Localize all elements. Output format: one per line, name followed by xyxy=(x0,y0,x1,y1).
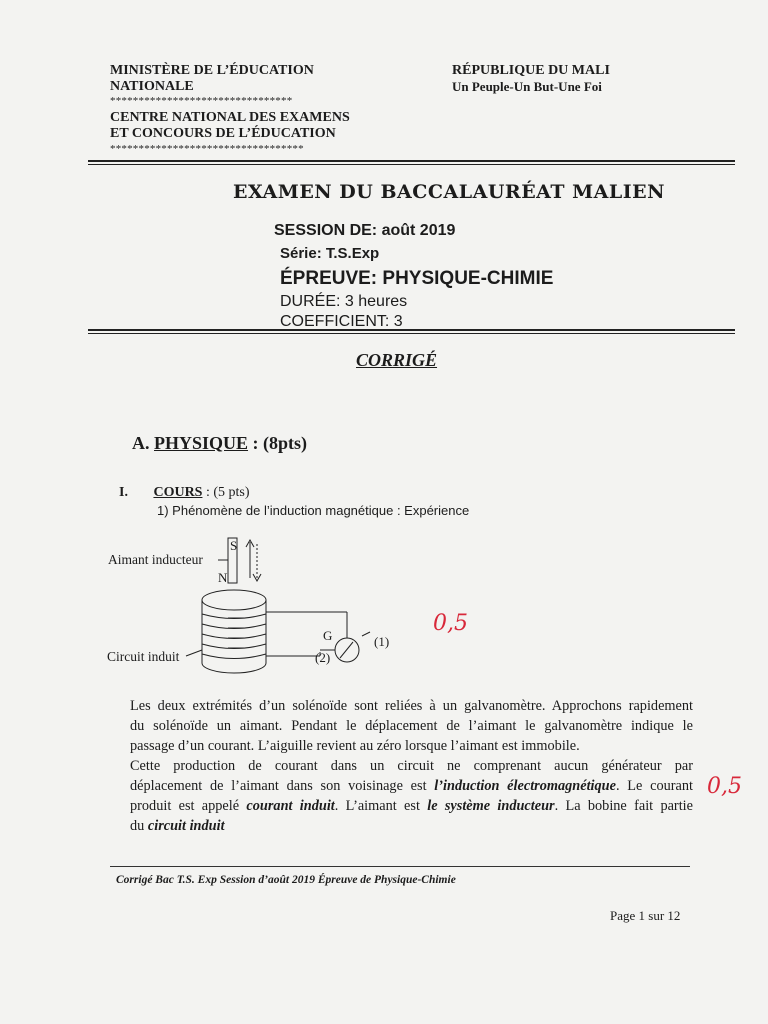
footer-title: Corrigé Bac T.S. Exp Session d’août 2019 Épreuve de Physique-Chimie xyxy=(116,874,456,886)
header-rule xyxy=(88,160,735,165)
exam-session: SESSION DE: août 2019 xyxy=(274,222,456,239)
label-aimant-inducteur: Aimant inducteur xyxy=(108,552,203,567)
label-circuit-induit: Circuit induit xyxy=(107,649,180,664)
grade-mark-1: 0,5 xyxy=(433,611,468,636)
label-direction-1: (1) xyxy=(374,634,390,649)
label-south: S xyxy=(230,538,238,553)
label-galvanometer: G xyxy=(323,628,333,643)
exam-serie: Série: T.S.Exp xyxy=(280,245,380,262)
part1-heading: I. COURS : (5 pts) xyxy=(119,485,250,500)
exam-title: EXAMEN DU BACCALAURÉAT MALIEN xyxy=(233,181,665,203)
grade-mark-2: 0,5 xyxy=(707,774,742,799)
induction-paragraph: Les deux extrémités d’un solénoïde sont reliées à un galvanomètre. Approchons rapidement du solénoïde un aimant. Pendant le déplacement de l’aimant le galvanomètre indique le passage d’un courant. L’aiguille revient au zéro lorsque l’aimant est immobile. Cette production de courant dans un circuit ne comprenant aucun générateur par déplacement de l’aimant dans son voisinage est l’induction électromagnétique. Le courant produit est appelé courant induit. L’aimant est le système inducteur. La bobine fait partie du circuit induit xyxy=(130,698,693,834)
republic-name: RÉPUBLIQUE DU MALI xyxy=(452,63,610,78)
exam-epreuve: ÉPREUVE: PHYSIQUE-CHIMIE xyxy=(280,268,554,289)
republic-motto: Un Peuple-Un But-Une Foi xyxy=(452,79,602,94)
exam-duration: DURÉE: 3 heures xyxy=(280,293,408,310)
title-rule xyxy=(88,329,735,334)
corrige-heading: CORRIGÉ xyxy=(356,350,438,370)
page-number: Page 1 sur 12 xyxy=(610,908,681,923)
ministry-name: MINISTÈRE DE L’ÉDUCATION NATIONALE xyxy=(110,63,314,94)
label-direction-2: (2) xyxy=(315,650,331,665)
stars-divider-2: ********************************** xyxy=(110,143,304,155)
footer-rule xyxy=(110,866,690,867)
centre-name: CENTRE NATIONAL DES EXAMENS ET CONCOURS DE L’ÉDUCATION xyxy=(110,110,350,141)
exam-coefficient: COEFFICIENT: 3 xyxy=(280,313,403,330)
label-north: N xyxy=(218,570,228,585)
stars-divider: ******************************** xyxy=(110,95,293,107)
part1-item1: 1) Phénomène de l’induction magnétique : Expérience xyxy=(157,503,470,518)
section-a-heading: A. PHYSIQUE : (8pts) xyxy=(132,433,308,453)
